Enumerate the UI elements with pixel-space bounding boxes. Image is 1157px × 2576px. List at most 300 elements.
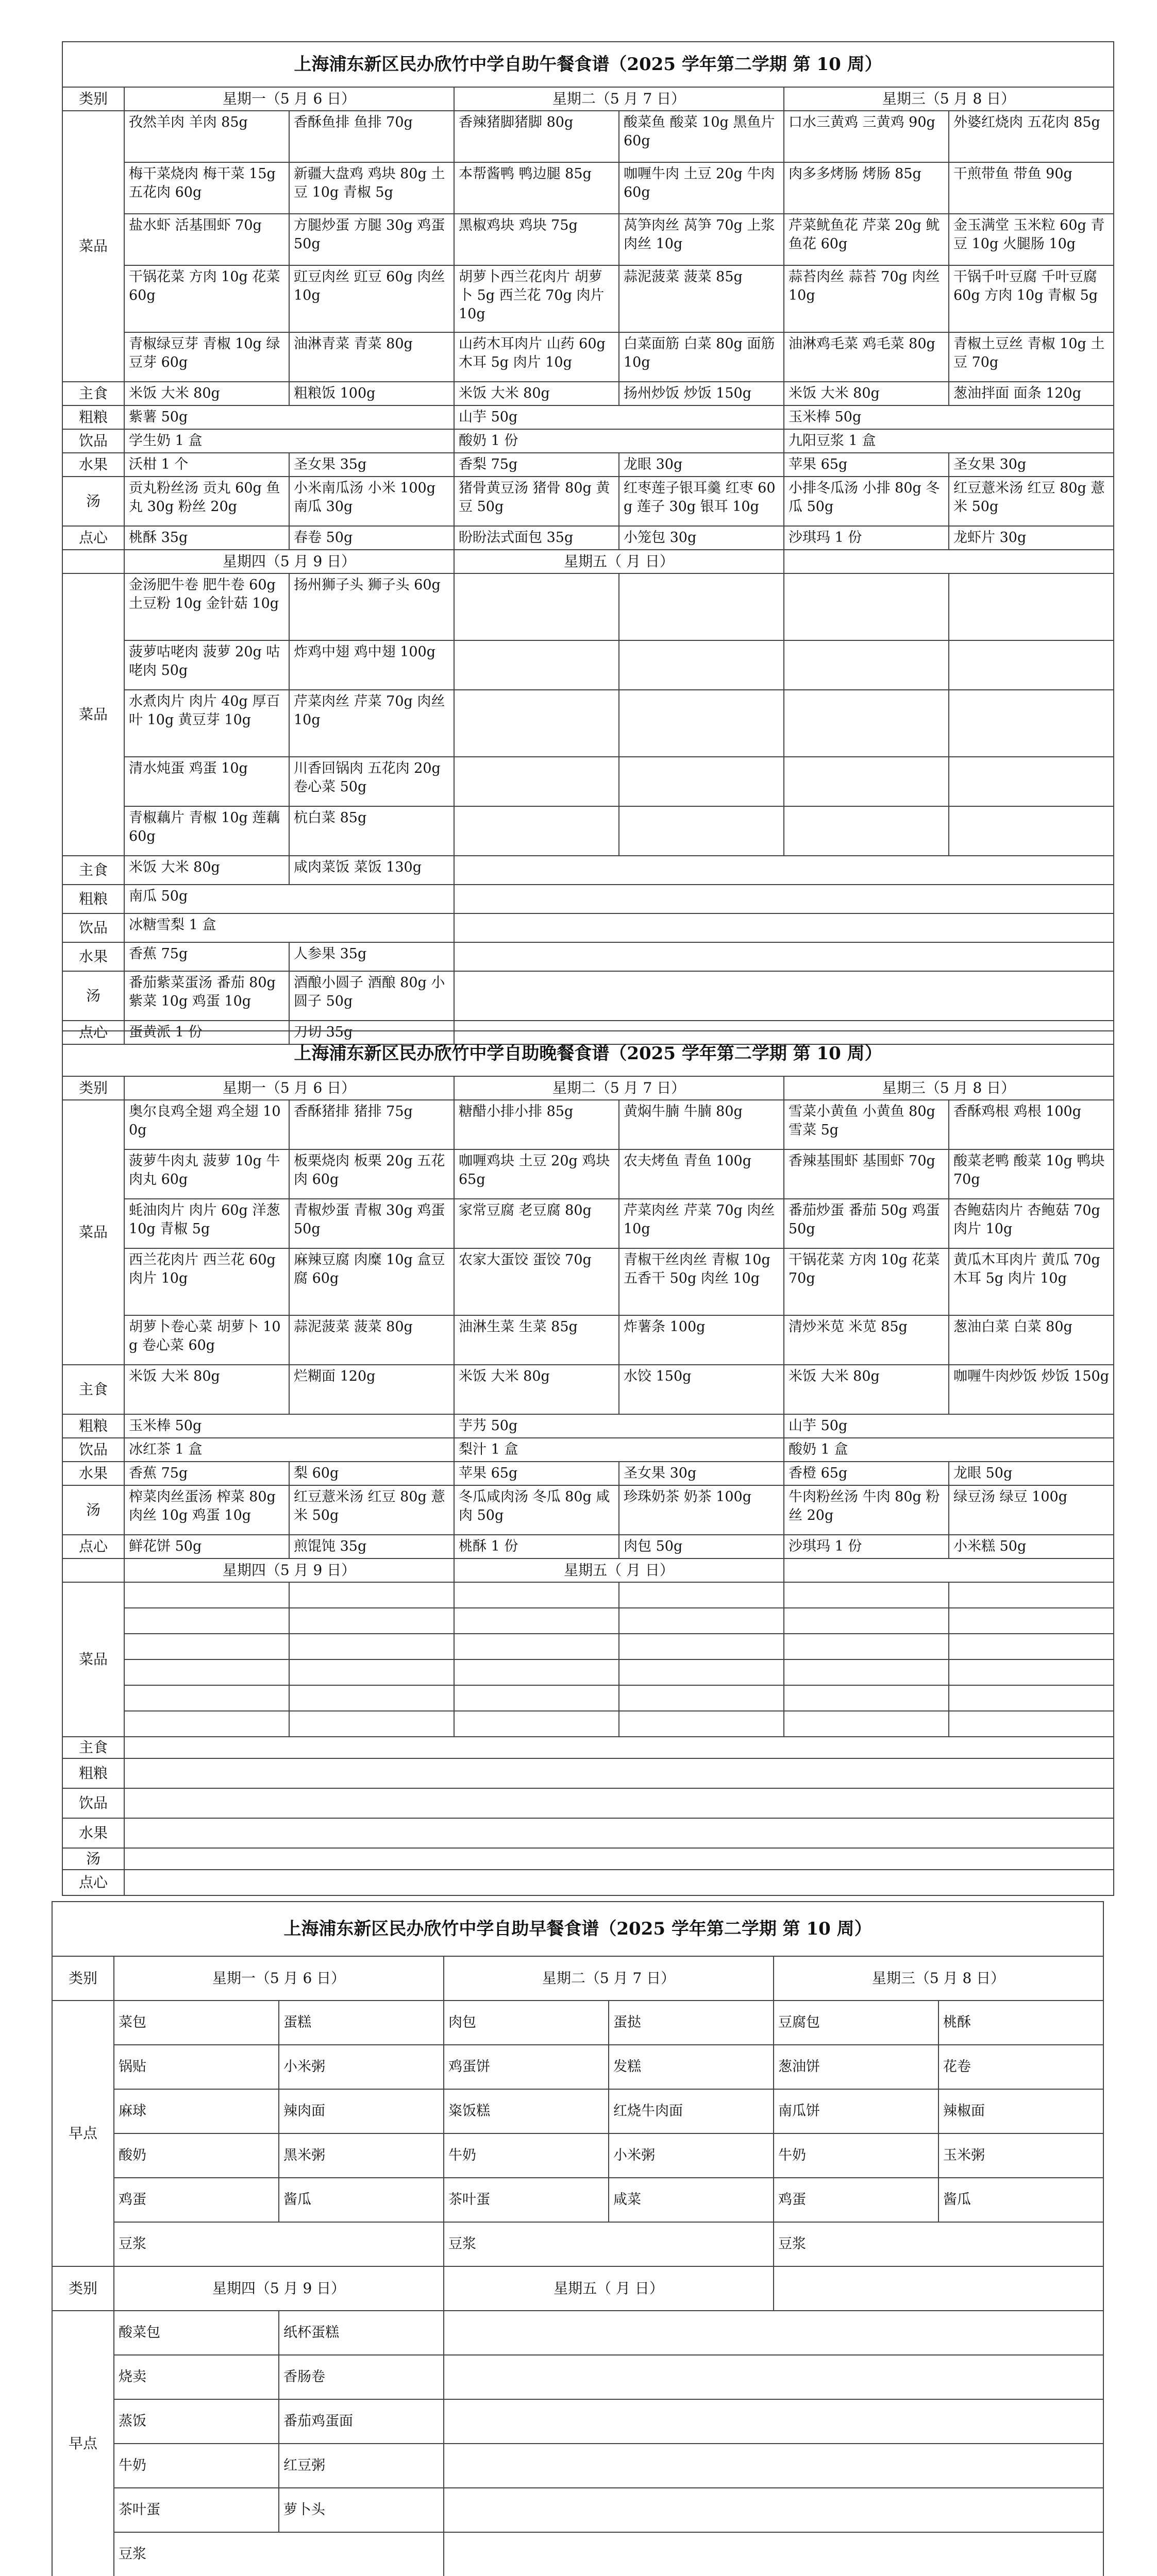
- soup-label: 汤: [62, 1848, 124, 1870]
- dishes-label: 菜品: [62, 1582, 124, 1737]
- soup-label: 汤: [62, 971, 124, 1021]
- blank-cell: [62, 550, 124, 573]
- fruit-label: 水果: [62, 453, 124, 477]
- dish-cell: 水煮肉片 肉片 40g 厚百叶 10g 黄豆芽 10g: [124, 690, 289, 757]
- breakfast-item: 酱瓜: [938, 2178, 1103, 2222]
- blank-cell: [784, 690, 949, 757]
- dish-cell: 莴笋肉丝 莴笋 70g 上浆肉丝 10g: [619, 214, 784, 265]
- breakfast-item: 茶叶蛋: [114, 2488, 279, 2532]
- snack-cell: 煎馄饨 35g: [289, 1535, 454, 1558]
- dish-cell: 青椒土豆丝 青椒 10g 土豆 70g: [949, 332, 1114, 382]
- day-header-fri: 星期五（ 月 日）: [444, 2266, 774, 2311]
- blank-cell: [289, 1659, 454, 1685]
- blank-cell: [289, 1634, 454, 1659]
- staple-label: 主食: [62, 1737, 124, 1758]
- breakfast-item: 香肠卷: [279, 2355, 444, 2399]
- snack-label: 点心: [62, 1021, 124, 1044]
- dish-cell: 香辣基围虾 基围虾 70g: [784, 1149, 949, 1199]
- fruit-cell: 香梨 75g: [454, 453, 619, 477]
- dish-cell: 香辣猪脚猪脚 80g: [454, 111, 619, 162]
- blank-cell: [454, 806, 619, 856]
- blank-cell: [784, 1685, 949, 1711]
- blank-cell: [454, 1608, 619, 1634]
- snack-cell: 春卷 50g: [289, 526, 454, 550]
- soup-cell: 红枣莲子银耳羹 红枣 60g 莲子 30g 银耳 10g: [619, 477, 784, 526]
- fruit-cell: 沃柑 1 个: [124, 453, 289, 477]
- breakfast-item: 鸡蛋饼: [444, 2045, 609, 2089]
- grain-cell: 南瓜 50g: [124, 885, 454, 913]
- soup-label: 汤: [62, 1485, 124, 1535]
- dish-cell: 扬州狮子头 狮子头 60g: [289, 573, 454, 640]
- fruit-cell: 圣女果 30g: [949, 453, 1114, 477]
- drink-cell: 酸奶 1 份: [454, 429, 784, 453]
- breakfast-item: 粢饭糕: [444, 2089, 609, 2133]
- breakfast-item: 豆腐包: [774, 2001, 938, 2045]
- blank-cell: [784, 1608, 949, 1634]
- dish-cell: 农家大蛋饺 蛋饺 70g: [454, 1248, 619, 1315]
- soup-cell: 红豆薏米汤 红豆 80g 薏米 50g: [949, 477, 1114, 526]
- snack-cell: 肉包 50g: [619, 1535, 784, 1558]
- dish-cell: 菠萝咕咾肉 菠萝 20g 咕咾肉 50g: [124, 640, 289, 690]
- fruit-label: 水果: [62, 1818, 124, 1848]
- blank-cell: [784, 1558, 1114, 1582]
- dish-cell: 咖喱牛肉 土豆 20g 牛肉 60g: [619, 162, 784, 214]
- category-header: 类别: [52, 2266, 114, 2311]
- dish-cell: 青椒炒蛋 青椒 30g 鸡蛋 50g: [289, 1199, 454, 1248]
- grain-cell: 玉米棒 50g: [124, 1414, 454, 1438]
- dish-cell: 青椒绿豆芽 青椒 10g 绿豆芽 60g: [124, 332, 289, 382]
- staple-cell: 米饭 大米 80g: [124, 856, 289, 885]
- grain-cell: 山芋 50g: [784, 1414, 1114, 1438]
- dish-cell: 干锅花菜 方肉 10g 花菜 60g: [124, 265, 289, 332]
- dish-cell: 奥尔良鸡全翅 鸡全翅 100g: [124, 1100, 289, 1149]
- dish-cell: 山药木耳肉片 山药 60g 木耳 5g 肉片 10g: [454, 332, 619, 382]
- dish-cell: 金汤肥牛卷 肥牛卷 60g 土豆粉 10g 金针菇 10g: [124, 573, 289, 640]
- blank-cell: [289, 1685, 454, 1711]
- drink-label: 饮品: [62, 1788, 124, 1818]
- blank-cell: [619, 1711, 784, 1737]
- snack-cell: 沙琪玛 1 份: [784, 526, 949, 550]
- blank-cell: [454, 1634, 619, 1659]
- blank-cell: [619, 1685, 784, 1711]
- dish-cell: 黄焖牛腩 牛腩 80g: [619, 1100, 784, 1149]
- blank-cell: [454, 757, 619, 806]
- drink-cell: 冰红茶 1 盒: [124, 1438, 454, 1462]
- day-header-wed: 星期三（5 月 8 日）: [784, 87, 1114, 111]
- blank-cell: [444, 2355, 1103, 2399]
- dish-cell: 盐水虾 活基围虾 70g: [124, 214, 289, 265]
- lunch-menu-table: [62, 41, 1114, 1045]
- blank-cell: [784, 1711, 949, 1737]
- staple-cell: 烂糊面 120g: [289, 1365, 454, 1414]
- blank-cell: [784, 550, 1114, 573]
- dish-cell: 外婆红烧肉 五花肉 85g: [949, 111, 1114, 162]
- blank-cell: [619, 1659, 784, 1685]
- staple-cell: 米饭 大米 80g: [784, 382, 949, 405]
- day-header-tue: 星期二（5 月 7 日）: [454, 87, 784, 111]
- grain-cell: 玉米棒 50g: [784, 405, 1114, 429]
- staple-cell: 水饺 150g: [619, 1365, 784, 1414]
- day-header-mon: 星期一（5 月 6 日）: [124, 1076, 454, 1100]
- soup-cell: 红豆薏米汤 红豆 80g 薏米 50g: [289, 1485, 454, 1535]
- fruit-cell: 圣女果 35g: [289, 453, 454, 477]
- blank-cell: [949, 690, 1114, 757]
- dish-cell: 芹菜鱿鱼花 芹菜 20g 鱿鱼花 60g: [784, 214, 949, 265]
- dish-cell: 板栗烧肉 板栗 20g 五花肉 60g: [289, 1149, 454, 1199]
- dish-cell: 金玉满堂 玉米粒 60g 青豆 10g 火腿肠 10g: [949, 214, 1114, 265]
- soup-cell: 牛肉粉丝汤 牛肉 80g 粉丝 20g: [784, 1485, 949, 1535]
- breakfast-item: 蛋糕: [279, 2001, 444, 2045]
- blank-cell: [784, 640, 949, 690]
- fruit-cell: 香蕉 75g: [124, 1462, 289, 1485]
- grain-cell: 芋艿 50g: [454, 1414, 784, 1438]
- blank-cell: [454, 1582, 619, 1608]
- snack-cell: 盼盼法式面包 35g: [454, 526, 619, 550]
- day-header-thu: 星期四（5 月 9 日）: [124, 550, 454, 573]
- blank-cell: [949, 757, 1114, 806]
- dish-cell: 清炒米苋 米苋 85g: [784, 1315, 949, 1365]
- dishes-label: 菜品: [62, 573, 124, 856]
- blank-cell: [774, 2266, 1103, 2311]
- breakfast-item: 桃酥: [938, 2001, 1103, 2045]
- blank-cell: [124, 1788, 1114, 1818]
- fruit-label: 水果: [62, 942, 124, 971]
- breakfast-menu-table: [52, 1901, 1104, 2576]
- blank-cell: [619, 757, 784, 806]
- dish-cell: 胡萝卜卷心菜 胡萝卜 10g 卷心菜 60g: [124, 1315, 289, 1365]
- drink-label: 饮品: [62, 429, 124, 453]
- dish-cell: 肉多多烤肠 烤肠 85g: [784, 162, 949, 214]
- dish-cell: 香酥鱼排 鱼排 70g: [289, 111, 454, 162]
- soup-cell: 珍珠奶茶 奶茶 100g: [619, 1485, 784, 1535]
- breakfast-item: 辣椒面: [938, 2089, 1103, 2133]
- drink-label: 饮品: [62, 1438, 124, 1462]
- blank-cell: [454, 1685, 619, 1711]
- dish-cell: 新疆大盘鸡 鸡块 80g 土豆 10g 青椒 5g: [289, 162, 454, 214]
- breakfast-label: 早点: [52, 2001, 114, 2266]
- dish-cell: 菠萝牛肉丸 菠萝 10g 牛肉丸 60g: [124, 1149, 289, 1199]
- blank-cell: [784, 573, 949, 640]
- category-header: 类别: [62, 1076, 124, 1100]
- dish-cell: 杭白菜 85g: [289, 806, 454, 856]
- fruit-cell: 苹果 65g: [784, 453, 949, 477]
- blank-cell: [784, 1659, 949, 1685]
- blank-cell: [454, 573, 619, 640]
- drink-cell: 九阳豆浆 1 盒: [784, 429, 1114, 453]
- dish-cell: 黑椒鸡块 鸡块 75g: [454, 214, 619, 265]
- blank-cell: [454, 885, 1114, 913]
- breakfast-item: 酸奶: [114, 2133, 279, 2178]
- staple-cell: 米饭 大米 80g: [124, 382, 289, 405]
- breakfast-item: 豆浆: [774, 2222, 1103, 2266]
- dish-cell: 葱油白菜 白菜 80g: [949, 1315, 1114, 1365]
- breakfast-item: 发糕: [609, 2045, 774, 2089]
- breakfast-item: 南瓜饼: [774, 2089, 938, 2133]
- fruit-label: 水果: [62, 1462, 124, 1485]
- blank-cell: [949, 1634, 1114, 1659]
- grain-label: 粗粮: [62, 405, 124, 429]
- breakfast-item: 纸杯蛋糕: [279, 2311, 444, 2355]
- blank-cell: [949, 573, 1114, 640]
- dish-cell: 油淋鸡毛菜 鸡毛菜 80g: [784, 332, 949, 382]
- dish-cell: 青椒干丝肉丝 青椒 10g 五香干 50g 肉丝 10g: [619, 1248, 784, 1315]
- blank-cell: [949, 1659, 1114, 1685]
- dish-cell: 麻辣豆腐 肉糜 10g 盒豆腐 60g: [289, 1248, 454, 1315]
- dish-cell: 芹菜肉丝 芹菜 70g 肉丝 10g: [619, 1199, 784, 1248]
- snack-label: 点心: [62, 1870, 124, 1895]
- snack-label: 点心: [62, 526, 124, 550]
- breakfast-item: 烧卖: [114, 2355, 279, 2399]
- lunch-title: 上海浦东新区民办欣竹中学自助午餐食谱（2025 学年第二学期 第 10 周）: [62, 42, 1114, 87]
- grain-cell: 紫薯 50g: [124, 405, 454, 429]
- grain-label: 粗粮: [62, 885, 124, 913]
- fruit-cell: 香橙 65g: [784, 1462, 949, 1485]
- fruit-cell: 人参果 35g: [289, 942, 454, 971]
- day-header-wed: 星期三（5 月 8 日）: [774, 1956, 1103, 2001]
- drink-label: 饮品: [62, 913, 124, 942]
- breakfast-item: 蒸饭: [114, 2399, 279, 2444]
- blank-cell: [444, 2311, 1103, 2355]
- blank-cell: [949, 1711, 1114, 1737]
- blank-cell: [949, 640, 1114, 690]
- soup-cell: 小排冬瓜汤 小排 80g 冬瓜 50g: [784, 477, 949, 526]
- drink-cell: 梨汁 1 盒: [454, 1438, 784, 1462]
- grain-label: 粗粮: [62, 1414, 124, 1438]
- blank-cell: [619, 690, 784, 757]
- breakfast-title: 上海浦东新区民办欣竹中学自助早餐食谱（2025 学年第二学期 第 10 周）: [52, 1902, 1103, 1956]
- blank-cell: [124, 1659, 289, 1685]
- staple-label: 主食: [62, 856, 124, 885]
- dish-cell: 蒜泥菠菜 菠菜 85g: [619, 265, 784, 332]
- dishes-label: 菜品: [62, 111, 124, 382]
- grain-label: 粗粮: [62, 1758, 124, 1788]
- day-header-wed: 星期三（5 月 8 日）: [784, 1076, 1114, 1100]
- category-header: 类别: [62, 87, 124, 111]
- breakfast-item: 葱油饼: [774, 2045, 938, 2089]
- blank-cell: [124, 1608, 289, 1634]
- drink-cell: 学生奶 1 盒: [124, 429, 454, 453]
- day-header-tue: 星期二（5 月 7 日）: [454, 1076, 784, 1100]
- staple-label: 主食: [62, 1365, 124, 1414]
- breakfast-item: 牛奶: [444, 2133, 609, 2178]
- dish-cell: 胡萝卜西兰花肉片 胡萝卜 5g 西兰花 70g 肉片 10g: [454, 265, 619, 332]
- day-header-mon: 星期一（5 月 6 日）: [114, 1956, 444, 2001]
- dish-cell: 孜然羊肉 羊肉 85g: [124, 111, 289, 162]
- fruit-cell: 梨 60g: [289, 1462, 454, 1485]
- breakfast-item: 茶叶蛋: [444, 2178, 609, 2222]
- blank-cell: [124, 1818, 1114, 1848]
- staple-cell: 米饭 大米 80g: [124, 1365, 289, 1414]
- soup-cell: 番茄紫菜蛋汤 番茄 80g 紫菜 10g 鸡蛋 10g: [124, 971, 289, 1021]
- breakfast-item: 番茄鸡蛋面: [279, 2399, 444, 2444]
- blank-cell: [289, 1582, 454, 1608]
- dish-cell: 杏鲍菇肉片 杏鲍菇 70g 肉片 10g: [949, 1199, 1114, 1248]
- staple-cell: 米饭 大米 80g: [454, 1365, 619, 1414]
- dish-cell: 酸菜鱼 酸菜 10g 黑鱼片 60g: [619, 111, 784, 162]
- blank-cell: [949, 1685, 1114, 1711]
- blank-cell: [454, 913, 1114, 942]
- soup-cell: 小米南瓜汤 小米 100g 南瓜 30g: [289, 477, 454, 526]
- dish-cell: 干锅千叶豆腐 千叶豆腐 60g 方肉 10g 青椒 5g: [949, 265, 1114, 332]
- soup-cell: 猪骨黄豆汤 猪骨 80g 黄豆 50g: [454, 477, 619, 526]
- blank-cell: [124, 1848, 1114, 1870]
- soup-cell: 榨菜肉丝蛋汤 榨菜 80g 肉丝 10g 鸡蛋 10g: [124, 1485, 289, 1535]
- fruit-cell: 龙眼 50g: [949, 1462, 1114, 1485]
- dish-cell: 糖醋小排小排 85g: [454, 1100, 619, 1149]
- blank-cell: [454, 971, 1114, 1021]
- day-header-fri: 星期五（ 月 日）: [454, 550, 784, 573]
- snack-cell: 刀切 35g: [289, 1021, 454, 1044]
- blank-cell: [124, 1634, 289, 1659]
- soup-cell: 贡丸粉丝汤 贡丸 60g 鱼丸 30g 粉丝 20g: [124, 477, 289, 526]
- dish-cell: 西兰花肉片 西兰花 60g 肉片 10g: [124, 1248, 289, 1315]
- blank-cell: [124, 1737, 1114, 1758]
- dish-cell: 梅干菜烧肉 梅干菜 15g 五花肉 60g: [124, 162, 289, 214]
- snack-cell: 蛋黄派 1 份: [124, 1021, 289, 1044]
- blank-cell: [454, 942, 1114, 971]
- snack-cell: 鲜花饼 50g: [124, 1535, 289, 1558]
- soup-cell: 酒酿小圆子 酒酿 80g 小圆子 50g: [289, 971, 454, 1021]
- blank-cell: [124, 1758, 1114, 1788]
- snack-cell: 桃酥 1 份: [454, 1535, 619, 1558]
- dish-cell: 青椒藕片 青椒 10g 莲藕 60g: [124, 806, 289, 856]
- day-header-thu: 星期四（5 月 9 日）: [114, 2266, 444, 2311]
- breakfast-item: 豆浆: [114, 2532, 444, 2576]
- snack-cell: 小米糕 50g: [949, 1535, 1114, 1558]
- day-header-fri: 星期五（ 月 日）: [454, 1558, 784, 1582]
- dish-cell: 炸薯条 100g: [619, 1315, 784, 1365]
- blank-cell: [444, 2532, 1103, 2576]
- blank-cell: [444, 2488, 1103, 2532]
- day-header-tue: 星期二（5 月 7 日）: [444, 1956, 774, 2001]
- blank-cell: [289, 1608, 454, 1634]
- blank-cell: [619, 640, 784, 690]
- dish-cell: 香酥鸡根 鸡根 100g: [949, 1100, 1114, 1149]
- dish-cell: 炸鸡中翅 鸡中翅 100g: [289, 640, 454, 690]
- breakfast-item: 玉米粥: [938, 2133, 1103, 2178]
- breakfast-item: 豆浆: [444, 2222, 774, 2266]
- blank-cell: [124, 1870, 1114, 1895]
- blank-cell: [784, 1582, 949, 1608]
- fruit-cell: 圣女果 30g: [619, 1462, 784, 1485]
- dish-cell: 蚝油肉片 肉片 60g 洋葱 10g 青椒 5g: [124, 1199, 289, 1248]
- blank-cell: [619, 1634, 784, 1659]
- category-header: 类别: [52, 1956, 114, 2001]
- snack-cell: 沙琪玛 1 份: [784, 1535, 949, 1558]
- breakfast-item: 麻球: [114, 2089, 279, 2133]
- staple-cell: 扬州炒饭 炒饭 150g: [619, 382, 784, 405]
- drink-cell: 冰糖雪梨 1 盒: [124, 913, 454, 942]
- blank-cell: [949, 1582, 1114, 1608]
- staple-cell: 咸肉菜饭 菜饭 130g: [289, 856, 454, 885]
- dish-cell: 油淋青菜 青菜 80g: [289, 332, 454, 382]
- soup-cell: 冬瓜咸肉汤 冬瓜 80g 咸肉 50g: [454, 1485, 619, 1535]
- blank-cell: [454, 856, 1114, 885]
- blank-cell: [949, 1608, 1114, 1634]
- breakfast-item: 菜包: [114, 2001, 279, 2045]
- blank-cell: [289, 1711, 454, 1737]
- snack-cell: 小笼包 30g: [619, 526, 784, 550]
- drink-cell: 酸奶 1 盒: [784, 1438, 1114, 1462]
- staple-cell: 粗粮饭 100g: [289, 382, 454, 405]
- blank-cell: [619, 573, 784, 640]
- grain-cell: 山芋 50g: [454, 405, 784, 429]
- breakfast-item: 黑米粥: [279, 2133, 444, 2178]
- breakfast-item: 锅贴: [114, 2045, 279, 2089]
- breakfast-item: 红烧牛肉面: [609, 2089, 774, 2133]
- staple-cell: 米饭 大米 80g: [784, 1365, 949, 1414]
- dinner-menu-table: [62, 1030, 1114, 1896]
- dish-cell: 油淋生菜 生菜 85g: [454, 1315, 619, 1365]
- dish-cell: 清水炖蛋 鸡蛋 10g: [124, 757, 289, 806]
- soup-cell: 绿豆汤 绿豆 100g: [949, 1485, 1114, 1535]
- soup-label: 汤: [62, 477, 124, 526]
- breakfast-item: 萝卜头: [279, 2488, 444, 2532]
- staple-cell: 葱油拌面 面条 120g: [949, 382, 1114, 405]
- dish-cell: 干锅花菜 方肉 10g 花菜 70g: [784, 1248, 949, 1315]
- blank-cell: [619, 1608, 784, 1634]
- dish-cell: 豇豆肉丝 豇豆 60g 肉丝 10g: [289, 265, 454, 332]
- breakfast-item: 肉包: [444, 2001, 609, 2045]
- blank-cell: [124, 1711, 289, 1737]
- breakfast-item: 酱瓜: [279, 2178, 444, 2222]
- blank-cell: [444, 2444, 1103, 2488]
- blank-cell: [124, 1685, 289, 1711]
- dish-cell: 番茄炒蛋 番茄 50g 鸡蛋 50g: [784, 1199, 949, 1248]
- breakfast-item: 鸡蛋: [114, 2178, 279, 2222]
- blank-cell: [124, 1582, 289, 1608]
- staple-cell: 咖喱牛肉炒饭 炒饭 150g: [949, 1365, 1114, 1414]
- blank-cell: [444, 2399, 1103, 2444]
- dish-cell: 川香回锅肉 五花肉 20g 卷心菜 50g: [289, 757, 454, 806]
- dish-cell: 黄瓜木耳肉片 黄瓜 70g 木耳 5g 肉片 10g: [949, 1248, 1114, 1315]
- day-header-thu: 星期四（5 月 9 日）: [124, 1558, 454, 1582]
- breakfast-item: 红豆粥: [279, 2444, 444, 2488]
- dish-cell: 干煎带鱼 带鱼 90g: [949, 162, 1114, 214]
- blank-cell: [454, 1711, 619, 1737]
- breakfast-item: 蛋挞: [609, 2001, 774, 2045]
- breakfast-item: 鸡蛋: [774, 2178, 938, 2222]
- dish-cell: 口水三黄鸡 三黄鸡 90g: [784, 111, 949, 162]
- snack-cell: 桃酥 35g: [124, 526, 289, 550]
- breakfast-item: 酸菜包: [114, 2311, 279, 2355]
- dishes-label: 菜品: [62, 1100, 124, 1365]
- snack-label: 点心: [62, 1535, 124, 1558]
- fruit-cell: 苹果 65g: [454, 1462, 619, 1485]
- breakfast-label: 早点: [52, 2311, 114, 2576]
- blank-cell: [784, 1634, 949, 1659]
- dinner-title: 上海浦东新区民办欣竹中学自助晚餐食谱（2025 学年第二学期 第 10 周）: [62, 1031, 1114, 1076]
- breakfast-item: 花卷: [938, 2045, 1103, 2089]
- blank-cell: [454, 640, 619, 690]
- dish-cell: 蒜泥菠菜 菠菜 80g: [289, 1315, 454, 1365]
- breakfast-item: 小米粥: [279, 2045, 444, 2089]
- blank-cell: [784, 757, 949, 806]
- blank-cell: [62, 1558, 124, 1582]
- dish-cell: 方腿炒蛋 方腿 30g 鸡蛋 50g: [289, 214, 454, 265]
- blank-cell: [454, 1659, 619, 1685]
- day-header-mon: 星期一（5 月 6 日）: [124, 87, 454, 111]
- breakfast-item: 咸菜: [609, 2178, 774, 2222]
- dish-cell: 香酥猪排 猪排 75g: [289, 1100, 454, 1149]
- blank-cell: [784, 806, 949, 856]
- dish-cell: 蒜苔肉丝 蒜苔 70g 肉丝 10g: [784, 265, 949, 332]
- dish-cell: 白菜面筋 白菜 80g 面筋 10g: [619, 332, 784, 382]
- blank-cell: [619, 806, 784, 856]
- dish-cell: 雪菜小黄鱼 小黄鱼 80g 雪菜 5g: [784, 1100, 949, 1149]
- breakfast-item: 豆浆: [114, 2222, 444, 2266]
- breakfast-item: 牛奶: [774, 2133, 938, 2178]
